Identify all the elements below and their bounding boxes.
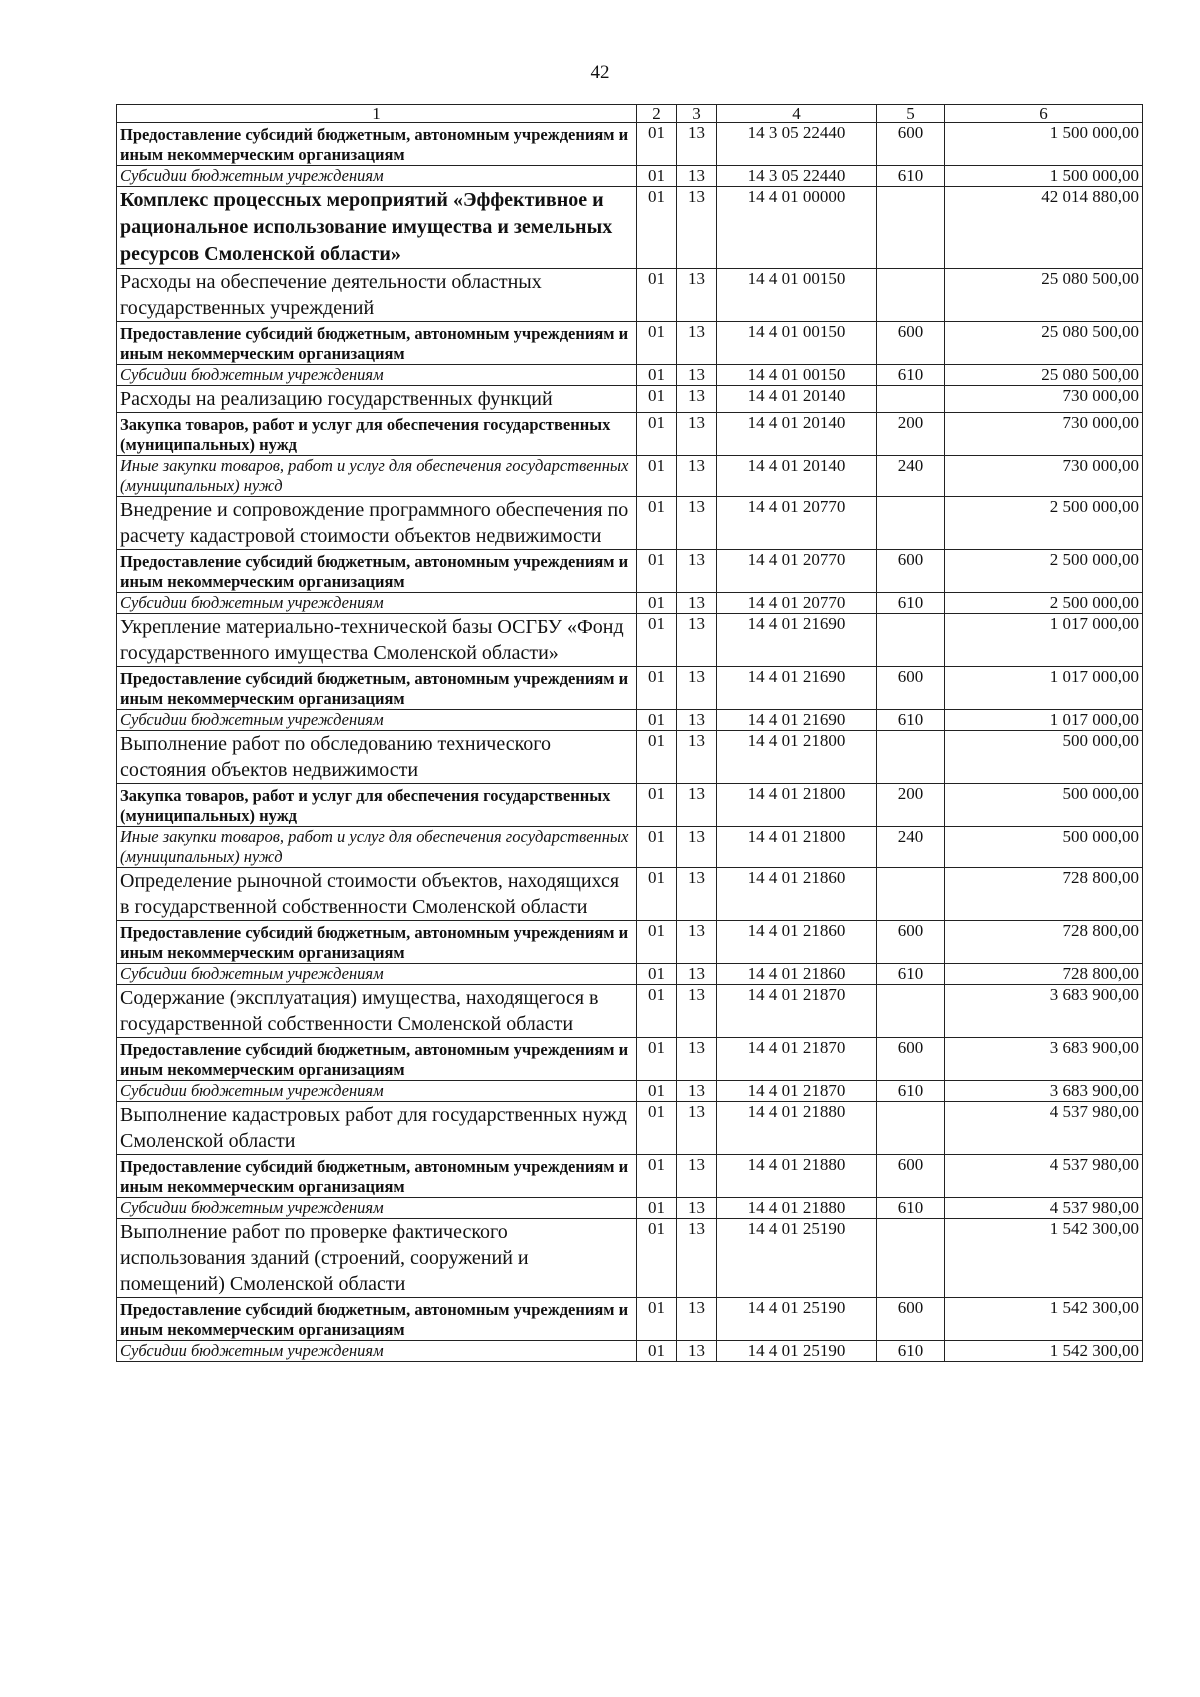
subsection-code-cell: 13 xyxy=(677,550,717,593)
subsection-code-cell: 13 xyxy=(677,1341,717,1362)
table-row xyxy=(117,868,1143,921)
expense-type-code-cell xyxy=(877,614,945,667)
item-name-cell: Субсидии бюджетным учреждениям xyxy=(117,1198,637,1219)
expense-type-code-cell xyxy=(877,868,945,921)
amount-cell: 730 000,00 xyxy=(945,413,1143,456)
table-row xyxy=(117,593,1143,614)
subsection-code-cell: 13 xyxy=(677,731,717,784)
item-name-cell: Закупка товаров, работ и услуг для обеспечения государственных (муниципальных) нужд xyxy=(117,784,637,827)
target-article-code-cell: 14 4 01 21860 xyxy=(717,868,877,921)
target-article-code-cell: 14 4 01 21860 xyxy=(717,964,877,985)
header-cell: 5 xyxy=(877,105,945,123)
section-code-cell: 01 xyxy=(637,456,677,497)
target-article-code-cell: 14 4 01 21870 xyxy=(717,985,877,1038)
section-code-cell: 01 xyxy=(637,413,677,456)
target-article-code-cell: 14 4 01 20140 xyxy=(717,456,877,497)
subsection-code-cell: 13 xyxy=(677,1219,717,1298)
section-code-cell: 01 xyxy=(637,1102,677,1155)
amount-cell: 3 683 900,00 xyxy=(945,985,1143,1038)
item-name-cell: Предоставление субсидий бюджетным, автономным учреждениям и иным некоммерческим организациям xyxy=(117,1298,637,1341)
item-name-cell: Субсидии бюджетным учреждениям xyxy=(117,1341,637,1362)
expense-type-code-cell: 200 xyxy=(877,413,945,456)
section-code-cell: 01 xyxy=(637,784,677,827)
item-name-cell: Субсидии бюджетным учреждениям xyxy=(117,365,637,386)
target-article-code-cell: 14 4 01 21880 xyxy=(717,1198,877,1219)
target-article-code-cell: 14 4 01 21800 xyxy=(717,827,877,868)
item-name-cell: Предоставление субсидий бюджетным, автономным учреждениям и иным некоммерческим организациям xyxy=(117,1155,637,1198)
expense-type-code-cell: 600 xyxy=(877,1298,945,1341)
amount-cell: 728 800,00 xyxy=(945,868,1143,921)
header-cell: 3 xyxy=(677,105,717,123)
target-article-code-cell: 14 4 01 25190 xyxy=(717,1341,877,1362)
table-row xyxy=(117,187,1143,269)
subsection-code-cell: 13 xyxy=(677,784,717,827)
item-name-cell: Комплекс процессных мероприятий «Эффективное и рациональное использование имущества и земельных ресурсов Смоленской области» xyxy=(117,187,637,269)
item-name-cell: Предоставление субсидий бюджетным, автономным учреждениям и иным некоммерческим организациям xyxy=(117,921,637,964)
item-name-cell: Предоставление субсидий бюджетным, автономным учреждениям и иным некоммерческим организациям xyxy=(117,123,637,166)
section-code-cell: 01 xyxy=(637,964,677,985)
target-article-code-cell: 14 4 01 21880 xyxy=(717,1102,877,1155)
section-code-cell: 01 xyxy=(637,365,677,386)
amount-cell: 2 500 000,00 xyxy=(945,593,1143,614)
target-article-code-cell: 14 4 01 00000 xyxy=(717,187,877,269)
amount-cell: 1 500 000,00 xyxy=(945,166,1143,187)
item-name-cell: Субсидии бюджетным учреждениям xyxy=(117,593,637,614)
amount-cell: 500 000,00 xyxy=(945,731,1143,784)
table-row xyxy=(117,322,1143,365)
item-name-cell: Выполнение работ по обследованию технического состояния объектов недвижимости xyxy=(117,731,637,784)
item-name-cell: Субсидии бюджетным учреждениям xyxy=(117,710,637,731)
table-row xyxy=(117,784,1143,827)
subsection-code-cell: 13 xyxy=(677,868,717,921)
section-code-cell: 01 xyxy=(637,497,677,550)
target-article-code-cell: 14 4 01 20140 xyxy=(717,413,877,456)
target-article-code-cell: 14 4 01 20140 xyxy=(717,386,877,413)
expense-type-code-cell: 600 xyxy=(877,1155,945,1198)
amount-cell: 1 542 300,00 xyxy=(945,1341,1143,1362)
table-row xyxy=(117,985,1143,1038)
item-name-cell: Предоставление субсидий бюджетным, автономным учреждениям и иным некоммерческим организациям xyxy=(117,322,637,365)
target-article-code-cell: 14 4 01 20770 xyxy=(717,593,877,614)
amount-cell: 500 000,00 xyxy=(945,827,1143,868)
expense-type-code-cell xyxy=(877,497,945,550)
table-row xyxy=(117,731,1143,784)
header-cell: 4 xyxy=(717,105,877,123)
expense-type-code-cell: 600 xyxy=(877,322,945,365)
expense-type-code-cell: 610 xyxy=(877,1198,945,1219)
table-row xyxy=(117,497,1143,550)
table-row xyxy=(117,921,1143,964)
expense-type-code-cell xyxy=(877,1102,945,1155)
amount-cell: 3 683 900,00 xyxy=(945,1038,1143,1081)
expense-type-code-cell: 600 xyxy=(877,667,945,710)
subsection-code-cell: 13 xyxy=(677,1298,717,1341)
subsection-code-cell: 13 xyxy=(677,456,717,497)
item-name-cell: Предоставление субсидий бюджетным, автономным учреждениям и иным некоммерческим организациям xyxy=(117,1038,637,1081)
target-article-code-cell: 14 4 01 00150 xyxy=(717,269,877,322)
table-row xyxy=(117,964,1143,985)
section-code-cell: 01 xyxy=(637,710,677,731)
amount-cell: 25 080 500,00 xyxy=(945,365,1143,386)
section-code-cell: 01 xyxy=(637,187,677,269)
target-article-code-cell: 14 4 01 21690 xyxy=(717,614,877,667)
section-code-cell: 01 xyxy=(637,667,677,710)
amount-cell: 1 500 000,00 xyxy=(945,123,1143,166)
budget-table-body xyxy=(117,105,1143,1362)
expense-type-code-cell: 240 xyxy=(877,456,945,497)
section-code-cell: 01 xyxy=(637,550,677,593)
table-row xyxy=(117,1155,1143,1198)
table-row xyxy=(117,1219,1143,1298)
expense-type-code-cell xyxy=(877,269,945,322)
amount-cell: 728 800,00 xyxy=(945,964,1143,985)
header-cell: 1 xyxy=(117,105,637,123)
subsection-code-cell: 13 xyxy=(677,1198,717,1219)
item-name-cell: Предоставление субсидий бюджетным, автономным учреждениям и иным некоммерческим организациям xyxy=(117,550,637,593)
page-number: 42 xyxy=(590,62,610,83)
item-name-cell: Субсидии бюджетным учреждениям xyxy=(117,166,637,187)
table-row xyxy=(117,365,1143,386)
subsection-code-cell: 13 xyxy=(677,1155,717,1198)
subsection-code-cell: 13 xyxy=(677,1038,717,1081)
table-row xyxy=(117,413,1143,456)
header-cell: 2 xyxy=(637,105,677,123)
amount-cell: 1 017 000,00 xyxy=(945,710,1143,731)
target-article-code-cell: 14 4 01 21870 xyxy=(717,1081,877,1102)
expense-type-code-cell: 610 xyxy=(877,1341,945,1362)
table-row xyxy=(117,456,1143,497)
header-cell: 6 xyxy=(945,105,1143,123)
item-name-cell: Предоставление субсидий бюджетным, автономным учреждениям и иным некоммерческим организациям xyxy=(117,667,637,710)
expense-type-code-cell: 240 xyxy=(877,827,945,868)
subsection-code-cell: 13 xyxy=(677,1102,717,1155)
subsection-code-cell: 13 xyxy=(677,365,717,386)
target-article-code-cell: 14 3 05 22440 xyxy=(717,123,877,166)
budget-table xyxy=(116,104,1143,1362)
amount-cell: 2 500 000,00 xyxy=(945,497,1143,550)
table-row xyxy=(117,1341,1143,1362)
amount-cell: 4 537 980,00 xyxy=(945,1198,1143,1219)
table-row xyxy=(117,614,1143,667)
amount-cell: 1 017 000,00 xyxy=(945,667,1143,710)
table-row xyxy=(117,667,1143,710)
amount-cell: 25 080 500,00 xyxy=(945,322,1143,365)
item-name-cell: Выполнение кадастровых работ для государственных нужд Смоленской области xyxy=(117,1102,637,1155)
section-code-cell: 01 xyxy=(637,985,677,1038)
target-article-code-cell: 14 4 01 00150 xyxy=(717,365,877,386)
subsection-code-cell: 13 xyxy=(677,123,717,166)
subsection-code-cell: 13 xyxy=(677,322,717,365)
target-article-code-cell: 14 4 01 20770 xyxy=(717,550,877,593)
section-code-cell: 01 xyxy=(637,1038,677,1081)
expense-type-code-cell: 610 xyxy=(877,710,945,731)
item-name-cell: Закупка товаров, работ и услуг для обеспечения государственных (муниципальных) нужд xyxy=(117,413,637,456)
target-article-code-cell: 14 4 01 21690 xyxy=(717,667,877,710)
section-code-cell: 01 xyxy=(637,1081,677,1102)
table-row xyxy=(117,1081,1143,1102)
amount-cell: 25 080 500,00 xyxy=(945,269,1143,322)
subsection-code-cell: 13 xyxy=(677,166,717,187)
table-row xyxy=(117,166,1143,187)
item-name-cell: Расходы на обеспечение деятельности областных государственных учреждений xyxy=(117,269,637,322)
subsection-code-cell: 13 xyxy=(677,593,717,614)
expense-type-code-cell: 610 xyxy=(877,166,945,187)
amount-cell: 3 683 900,00 xyxy=(945,1081,1143,1102)
amount-cell: 730 000,00 xyxy=(945,386,1143,413)
table-row xyxy=(117,1198,1143,1219)
item-name-cell: Содержание (эксплуатация) имущества, находящегося в государственной собственности Смоленской области xyxy=(117,985,637,1038)
amount-cell: 728 800,00 xyxy=(945,921,1143,964)
subsection-code-cell: 13 xyxy=(677,614,717,667)
amount-cell: 500 000,00 xyxy=(945,784,1143,827)
subsection-code-cell: 13 xyxy=(677,710,717,731)
section-code-cell: 01 xyxy=(637,166,677,187)
amount-cell: 4 537 980,00 xyxy=(945,1102,1143,1155)
expense-type-code-cell: 200 xyxy=(877,784,945,827)
table-row xyxy=(117,1038,1143,1081)
subsection-code-cell: 13 xyxy=(677,386,717,413)
target-article-code-cell: 14 3 05 22440 xyxy=(717,166,877,187)
expense-type-code-cell xyxy=(877,386,945,413)
section-code-cell: 01 xyxy=(637,593,677,614)
section-code-cell: 01 xyxy=(637,123,677,166)
expense-type-code-cell xyxy=(877,731,945,784)
expense-type-code-cell xyxy=(877,985,945,1038)
expense-type-code-cell xyxy=(877,187,945,269)
target-article-code-cell: 14 4 01 21800 xyxy=(717,731,877,784)
section-code-cell: 01 xyxy=(637,731,677,784)
section-code-cell: 01 xyxy=(637,614,677,667)
item-name-cell: Иные закупки товаров, работ и услуг для обеспечения государственных (муниципальных) нужд xyxy=(117,456,637,497)
section-code-cell: 01 xyxy=(637,1341,677,1362)
expense-type-code-cell xyxy=(877,1219,945,1298)
amount-cell: 1 542 300,00 xyxy=(945,1219,1143,1298)
expense-type-code-cell: 600 xyxy=(877,1038,945,1081)
target-article-code-cell: 14 4 01 21800 xyxy=(717,784,877,827)
table-row xyxy=(117,710,1143,731)
section-code-cell: 01 xyxy=(637,868,677,921)
section-code-cell: 01 xyxy=(637,1298,677,1341)
target-article-code-cell: 14 4 01 25190 xyxy=(717,1298,877,1341)
section-code-cell: 01 xyxy=(637,1198,677,1219)
section-code-cell: 01 xyxy=(637,921,677,964)
table-row xyxy=(117,1102,1143,1155)
target-article-code-cell: 14 4 01 21880 xyxy=(717,1155,877,1198)
expense-type-code-cell: 600 xyxy=(877,123,945,166)
amount-cell: 2 500 000,00 xyxy=(945,550,1143,593)
table-row xyxy=(117,1298,1143,1341)
subsection-code-cell: 13 xyxy=(677,269,717,322)
target-article-code-cell: 14 4 01 25190 xyxy=(717,1219,877,1298)
amount-cell: 1 542 300,00 xyxy=(945,1298,1143,1341)
expense-type-code-cell: 610 xyxy=(877,1081,945,1102)
amount-cell: 4 537 980,00 xyxy=(945,1155,1143,1198)
item-name-cell: Определение рыночной стоимости объектов, находящихся в государственной собственности Смоленской области xyxy=(117,868,637,921)
item-name-cell: Субсидии бюджетным учреждениям xyxy=(117,1081,637,1102)
expense-type-code-cell: 610 xyxy=(877,365,945,386)
amount-cell: 42 014 880,00 xyxy=(945,187,1143,269)
amount-cell: 1 017 000,00 xyxy=(945,614,1143,667)
subsection-code-cell: 13 xyxy=(677,985,717,1038)
section-code-cell: 01 xyxy=(637,269,677,322)
item-name-cell: Внедрение и сопровождение программного обеспечения по расчету кадастровой стоимости объектов недвижимости xyxy=(117,497,637,550)
target-article-code-cell: 14 4 01 20770 xyxy=(717,497,877,550)
subsection-code-cell: 13 xyxy=(677,497,717,550)
subsection-code-cell: 13 xyxy=(677,413,717,456)
subsection-code-cell: 13 xyxy=(677,827,717,868)
table-row xyxy=(117,269,1143,322)
table-row xyxy=(117,550,1143,593)
expense-type-code-cell: 600 xyxy=(877,550,945,593)
target-article-code-cell: 14 4 01 21690 xyxy=(717,710,877,731)
target-article-code-cell: 14 4 01 00150 xyxy=(717,322,877,365)
table-row xyxy=(117,386,1143,413)
expense-type-code-cell: 610 xyxy=(877,964,945,985)
section-code-cell: 01 xyxy=(637,1155,677,1198)
table-row xyxy=(117,123,1143,166)
item-name-cell: Выполнение работ по проверке фактического использования зданий (строений, сооружений и помещений) Смоленской области xyxy=(117,1219,637,1298)
item-name-cell: Иные закупки товаров, работ и услуг для обеспечения государственных (муниципальных) нужд xyxy=(117,827,637,868)
item-name-cell: Укрепление материально-технической базы ОСГБУ «Фонд государственного имущества Смоленской области» xyxy=(117,614,637,667)
section-code-cell: 01 xyxy=(637,386,677,413)
subsection-code-cell: 13 xyxy=(677,921,717,964)
target-article-code-cell: 14 4 01 21870 xyxy=(717,1038,877,1081)
subsection-code-cell: 13 xyxy=(677,187,717,269)
target-article-code-cell: 14 4 01 21860 xyxy=(717,921,877,964)
section-code-cell: 01 xyxy=(637,322,677,365)
subsection-code-cell: 13 xyxy=(677,667,717,710)
table-row xyxy=(117,827,1143,868)
table-header-row xyxy=(117,105,1143,123)
section-code-cell: 01 xyxy=(637,1219,677,1298)
item-name-cell: Расходы на реализацию государственных функций xyxy=(117,386,637,413)
amount-cell: 730 000,00 xyxy=(945,456,1143,497)
item-name-cell: Субсидии бюджетным учреждениям xyxy=(117,964,637,985)
expense-type-code-cell: 600 xyxy=(877,921,945,964)
expense-type-code-cell: 610 xyxy=(877,593,945,614)
section-code-cell: 01 xyxy=(637,827,677,868)
subsection-code-cell: 13 xyxy=(677,964,717,985)
subsection-code-cell: 13 xyxy=(677,1081,717,1102)
